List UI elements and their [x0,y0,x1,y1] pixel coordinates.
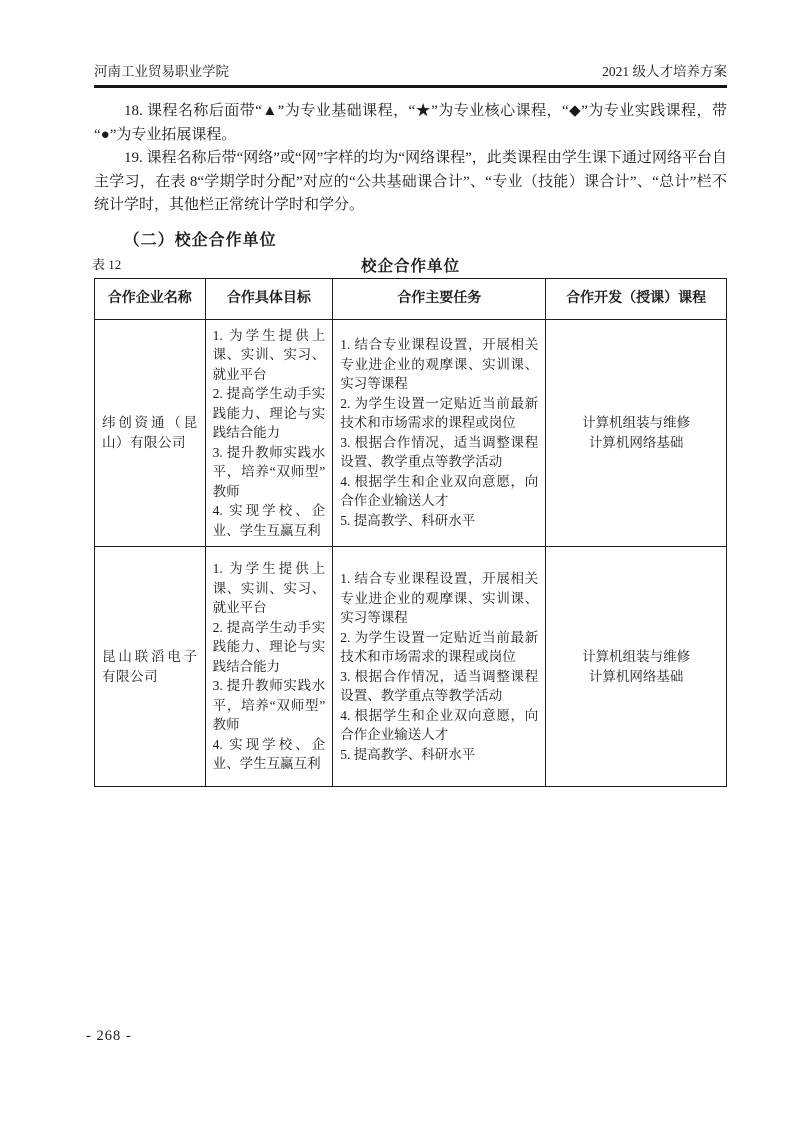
course-name: 计算机组装与维修 [582,415,691,431]
task-item: 5. 提高教学、科研水平 [340,512,476,528]
tasks-cell [333,319,546,547]
paragraph-18: 18. 课程名称后面带“▲”为专业基础课程，“★”为专业核心课程，“◆”为专业实践课程，带“●”为专业拓展课程。 [94,103,727,143]
course-name: 计算机组装与维修 [582,649,691,664]
objective-item: 2. 提高学生动手实践能力、理论与实践结合能力 [212,619,326,674]
company-cell [95,547,206,787]
header-rule [94,85,727,88]
header-doc-title: 2021 级人才培养方案 [602,64,727,79]
objective-item: 3. 提升教师实践水平，培养“双师型”教师 [212,444,326,499]
company-name: 昆山联滔电子有限公司 [102,649,198,684]
col-header-objectives: 合作具体目标 [205,279,333,320]
cooperation-table [94,278,727,787]
company-cell [95,319,206,547]
page-footer [86,1028,132,1045]
table-label: 表 12 [92,256,122,272]
task-item: 5. 提高教学、科研水平 [340,746,476,762]
objective-item: 4. 实现学校、企业、学生互赢互利 [212,503,326,538]
col-header-tasks: 合作主要任务 [333,279,546,320]
task-item: 3. 根据合作情况，适当调整课程设置、教学重点等教学活动 [340,434,539,470]
page-header [94,0,727,81]
objective-item: 4. 实现学校、企业、学生互赢互利 [212,736,326,772]
table-caption-row [94,255,727,276]
objective-item: 1. 为学生提供上课、实训、实习、就业平台 [212,327,326,382]
table-row-wistron [95,319,727,547]
objectives-cell [205,319,333,547]
objectives-cell [205,547,333,787]
task-item: 1. 结合专业课程设置，开展相关专业进企业的观摩课、实训课、实习等课程 [340,571,539,625]
header-school-name: 河南工业贸易职业学院 [94,64,229,79]
task-item: 2. 为学生设置一定贴近当前最新技术和市场需求的课程或岗位 [340,395,539,431]
table-caption: 校企合作单位 [360,258,460,275]
table-row-liantao [95,547,727,787]
table-header-row [95,279,727,320]
task-item: 3. 根据合作情况，适当调整课程设置、教学重点等教学活动 [340,668,539,703]
objective-item: 2. 提高学生动手实践能力、理论与实践结合能力 [212,386,326,440]
col-header-courses: 合作开发（授课）课程 [546,279,727,320]
task-item: 4. 根据学生和企业双向意愿，向合作企业输送人才 [340,473,539,509]
task-item: 4. 根据学生和企业双向意愿，向合作企业输送人才 [340,707,539,742]
objective-item: 3. 提升教师实践水平，培养“双师型”教师 [212,678,326,733]
task-item: 1. 结合专业课程设置，开展相关专业进企业的观摩课、实训课、实习等课程 [340,337,539,392]
course-name: 计算机网络基础 [588,668,684,684]
courses-cell [546,547,727,787]
course-name: 计算机网络基础 [588,434,684,450]
page-number: - 268 - [86,1028,132,1044]
objective-item: 1. 为学生提供上课、实训、实习、就业平台 [212,561,326,616]
paragraph-19: 19. 课程名称后带“网络”或“网”字样的均为“网络课程”，此类课程由学生课下通过网络平台自主学习，在表 8“学期学时分配”对应的“公共基础课合计”、“专业（技能）课合计”、“总计”栏不统计学时，其他栏正常统计学时和学分。 [94,150,727,213]
courses-cell [546,319,727,547]
col-header-company: 合作企业名称 [95,279,206,320]
section-heading: （二）校企合作单位 [123,231,277,249]
document-body [94,100,727,787]
task-item: 2. 为学生设置一定贴近当前最新技术和市场需求的课程或岗位 [340,629,539,664]
tasks-cell [333,547,546,787]
company-name: 纬创资通（昆山）有限公司 [102,415,198,450]
